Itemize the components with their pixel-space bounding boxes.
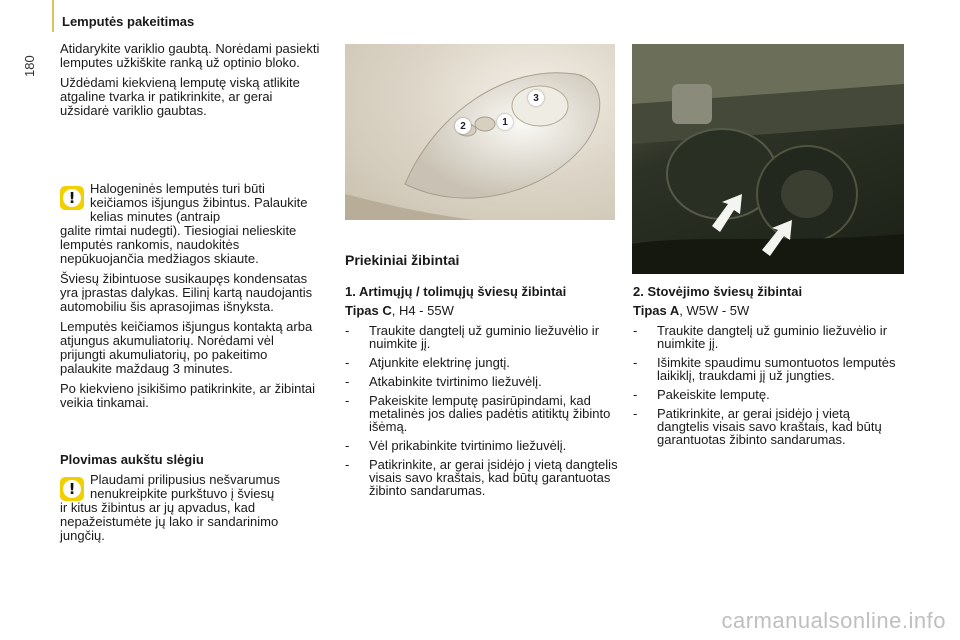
item-2-type-label: Tipas A: [633, 303, 680, 318]
headlamp-illustration: [345, 44, 615, 220]
engine-bay-illustration: [632, 44, 904, 274]
sidebar-rule: [52, 0, 54, 32]
bulb-label-3: 3: [528, 90, 544, 106]
intro-text: [60, 42, 322, 118]
warning-rest: galite rimtai nudegti). Tiesiogiai nelieskite lemputės rankomis, naudokitės nepūkuojančia medžiagos skiaute.: [60, 223, 297, 266]
item-1-type-label: Tipas C: [345, 303, 392, 318]
list-item: - Traukite dangtelį už guminio liežuvėlio ir nuimkite jį.: [345, 324, 621, 350]
item-2-block: [633, 284, 903, 452]
intro-paragraph: Uždėdami kiekvieną lemputę viską atlikite atgaline tvarka ir patikrinkite, ar gerai užsidarė variklio gaubtas.: [60, 75, 300, 118]
pressure-wash-block: [60, 452, 322, 543]
list-item: - Patikrinkite, ar gerai įsidėjo į vietą dangtelis visais savo kraštais, kad būtų garantuotas žibinto sandarumas.: [345, 458, 621, 497]
page-number: 180: [22, 55, 37, 77]
list-item: - Pakeiskite lemputę.: [633, 388, 903, 401]
engine-bay-photo: [632, 44, 904, 274]
warning-paragraph: Lemputės keičiamos išjungus kontaktą arba atjungus akumuliatorių. Norėdami vėl prijungti akumuliatorių, po pakeitimo palaukite maždaug 3 minutes.: [60, 319, 313, 376]
item-2-title: 2. Stovėjimo šviesų žibintai: [633, 284, 803, 299]
warning-block-halogen: [60, 182, 322, 410]
front-lights-title: Priekiniai žibintai: [345, 252, 460, 268]
list-item: - Patikrinkite, ar gerai įsidėjo į vietą dangtelis visais savo kraštais, kad būtų garantuotas žibinto sandarumas.: [633, 407, 903, 446]
watermark: carmanualsonline.info: [721, 608, 946, 633]
item-1-title: 1. Artimųjų / tolimųjų šviesų žibintai: [345, 284, 567, 299]
warning-icon: !: [60, 477, 84, 501]
list-item: - Atjunkite elektrinę jungtį.: [345, 356, 621, 369]
item-1-type: [345, 304, 621, 318]
item-1-steps: [345, 324, 621, 497]
item-1-type-value: , H4 - 55W: [391, 303, 454, 318]
warning-paragraph: Šviesų žibintuose susikaupęs kondensatas yra įprastas dalykas. Eilinį kartą naudojantis automobiliu šis aprasojimas išnyksta.: [60, 271, 313, 314]
section-title: Lemputės pakeitimas: [62, 14, 195, 29]
item-2-type-value: , W5W - 5W: [679, 303, 750, 318]
item-2-steps: [633, 324, 903, 446]
warning-icon: !: [60, 186, 84, 210]
pressure-wash-rest: ir kitus žibintus ar jų apvadus, kad nepažeistumėte jų lako ir sandarinimo jungčių.: [60, 500, 279, 543]
warning-lead: Halogeninės lemputės turi būti keičiamos išjungus žibintus. Palaukite kelias minutes (antraip: [90, 181, 308, 224]
list-item: - Išimkite spaudimu sumontuotos lemputės laikiklį, traukdami jį už jungties.: [633, 356, 903, 382]
pressure-wash-title: Plovimas aukštu slėgiu: [60, 452, 204, 467]
headlamp-photo: [345, 44, 615, 220]
warning-paragraph: Po kiekvieno įsikišimo patikrinkite, ar žibintai veikia tinkamai.: [60, 381, 316, 410]
bulb-label-2: 2: [455, 118, 471, 134]
list-item: - Traukite dangtelį už guminio liežuvėlio ir nuimkite jį.: [633, 324, 903, 350]
pressure-wash-lead: Plaudami prilipusius nešvarumus nenukreipkite purkštuvo į šviesų: [90, 472, 281, 501]
bulb-label-1: 1: [497, 114, 513, 130]
list-item: - Vėl prikabinkite tvirtinimo liežuvėlį.: [345, 439, 621, 452]
item-2-type: [633, 304, 903, 318]
list-item: - Atkabinkite tvirtinimo liežuvėlį.: [345, 375, 621, 388]
intro-paragraph: Atidarykite variklio gaubtą. Norėdami pasiekti lemputes užkiškite ranką už optinio bloko.: [60, 41, 320, 70]
item-1-block: [345, 284, 621, 503]
list-item: - Pakeiskite lemputę pasirūpindami, kad metalinės jos dalies padėtis atitiktų žibinto išėmą.: [345, 394, 621, 433]
